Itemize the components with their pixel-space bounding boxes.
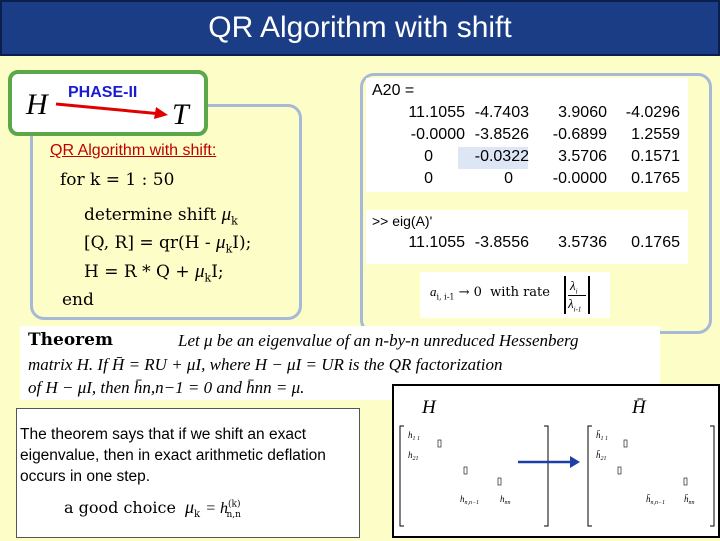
good-choice-sup: (k) (228, 499, 241, 510)
diagram-right-title: H̄ (632, 397, 646, 418)
theorem-label: Theorem (28, 330, 113, 350)
deflation-diagram-svg (394, 386, 718, 536)
matrix-cell: 1.2559 (631, 126, 680, 143)
good-choice-sub: n,n (226, 510, 241, 521)
right-placeholder (684, 478, 687, 485)
eig-value: 0.1765 (631, 234, 680, 251)
matrix-cell: -3.8526 (474, 126, 529, 143)
rate-lhs-sub: i, i-1 (436, 292, 455, 302)
left-bracket-close (544, 426, 548, 526)
good-choice-label: a good choice (64, 498, 176, 517)
matrix-cell: -0.6899 (552, 126, 607, 143)
phase-arrow-head (154, 107, 168, 119)
eig-value: 3.5736 (558, 234, 607, 251)
rate-lhs: a (430, 284, 437, 299)
algo-mu-sub: k (231, 214, 238, 228)
deflation-arrow-head (570, 456, 580, 468)
matrix-cell: 0 (424, 148, 433, 165)
phase-arrow-line (56, 104, 162, 114)
matrix-cell: 11.1055 (408, 104, 465, 121)
diagram-left-title: H (422, 397, 436, 418)
rate-num-symbol: λ (570, 278, 576, 293)
good-choice-mu-sub: k (194, 509, 201, 521)
theorem-line-2: matrix H. If H̄ = RU + μI, where H − μI = UR is the QR factorization (28, 355, 503, 374)
matrix-cell: -0.0000 (410, 126, 465, 143)
phase-box (8, 70, 208, 136)
algo-mu-symbol-3: μ (194, 261, 205, 282)
left-placeholder (498, 478, 501, 485)
left-entry-h21: $h_{21}$ (408, 450, 419, 462)
algorithm-heading: QR Algorithm with shift: (50, 142, 217, 159)
algo-update-tail: I; (211, 262, 224, 282)
left-placeholder (438, 440, 441, 447)
matrix-cell: 0 (424, 170, 433, 187)
phase-arrow-diagram (12, 74, 204, 132)
matrix-cell: 3.9060 (558, 104, 607, 121)
phase-label: PHASE-II (68, 84, 138, 101)
deflation-diagram (392, 384, 720, 538)
rate-text: with rate (490, 285, 550, 300)
algo-line-shift (84, 204, 238, 227)
algo-mu-symbol-2: μ (216, 232, 226, 253)
left-entry-hnn: $h_{nn}$ (500, 494, 511, 506)
left-entry-hnn1: $h_{n,n-1}$ (460, 494, 480, 506)
rate-den-sub: i-1 (573, 305, 582, 314)
title-bar (0, 0, 720, 56)
rate-numerator (570, 278, 578, 296)
algo-mu-symbol: μ (221, 204, 232, 225)
abs-bar-left (564, 276, 566, 314)
matrix-header: A20 = (372, 82, 415, 99)
theorem-line-1: Let μ be an eigenvalue of an n-by-n unreduced Hessenberg (178, 331, 579, 350)
right-bracket-open (588, 426, 592, 526)
matrix-cell: -4.0296 (625, 104, 680, 121)
right-entry-h11: $h̄_{1 1}$ (596, 430, 608, 442)
algo-line-for: for k = 1 : 50 (60, 170, 175, 190)
theorem-line-3: of H − μI, then h̄n,n−1 = 0 and h̄nn = μ. (28, 378, 305, 397)
matrix-cell: -0.0000 (552, 170, 607, 187)
good-choice-mu: μ (185, 497, 195, 517)
good-choice-line (64, 497, 241, 520)
matrix-cell: 0.1571 (631, 148, 680, 165)
matrix-cell: 0.1765 (631, 170, 680, 187)
right-placeholder (624, 440, 627, 447)
explanation-text: The theorem says that if we shift an exact eigenvalue, then in exact arithmetic deflation occurs in one step. (20, 426, 326, 485)
right-bracket-close (710, 426, 714, 526)
left-bracket-open (400, 426, 404, 526)
eig-value: 11.1055 (408, 234, 465, 251)
algo-line-update (84, 261, 224, 284)
right-entry-hnn1: $h̄_{n,n-1}$ (646, 494, 666, 506)
phase-from-symbol: H (26, 88, 48, 121)
matrix-cell: 0 (504, 170, 513, 187)
phase-to-symbol: T (172, 98, 189, 131)
matrix-cell: -4.7403 (474, 104, 529, 121)
page-title: QR Algorithm with shift (208, 11, 512, 44)
left-placeholder (464, 467, 467, 474)
good-choice-eq: = h (205, 500, 228, 517)
rate-den-symbol: λ (568, 296, 574, 311)
algo-line-end: end (62, 290, 94, 310)
algo-mu-sub-2: k (225, 242, 233, 256)
algo-qr-text: [Q, R] = qr(H - (84, 233, 211, 253)
rate-arrow: → 0 (458, 285, 482, 300)
right-entry-hnn: $h̄_{nn}$ (684, 494, 695, 506)
eig-value: -3.8556 (474, 234, 529, 251)
eig-command: >> eig(A)' (372, 213, 433, 229)
algo-qr-tail: I); (232, 233, 252, 253)
right-placeholder (618, 467, 621, 474)
abs-bar-right (588, 276, 590, 314)
rate-denominator (568, 296, 581, 314)
matrix-cell-subdiagonal: -0.0322 (474, 148, 529, 165)
algo-line-qr (84, 232, 251, 255)
rate-num-sub: i (575, 287, 578, 296)
right-entry-h21: $h̄_{21}$ (596, 450, 607, 462)
rate-expression (430, 284, 550, 302)
matrix-cell: 3.5706 (558, 148, 607, 165)
left-entry-h11: $h_{1 1}$ (408, 430, 420, 442)
algo-update-text: H = R * Q + (84, 262, 190, 282)
algo-shift-text: determine shift (84, 205, 217, 225)
algo-mu-sub-3: k (204, 271, 212, 285)
